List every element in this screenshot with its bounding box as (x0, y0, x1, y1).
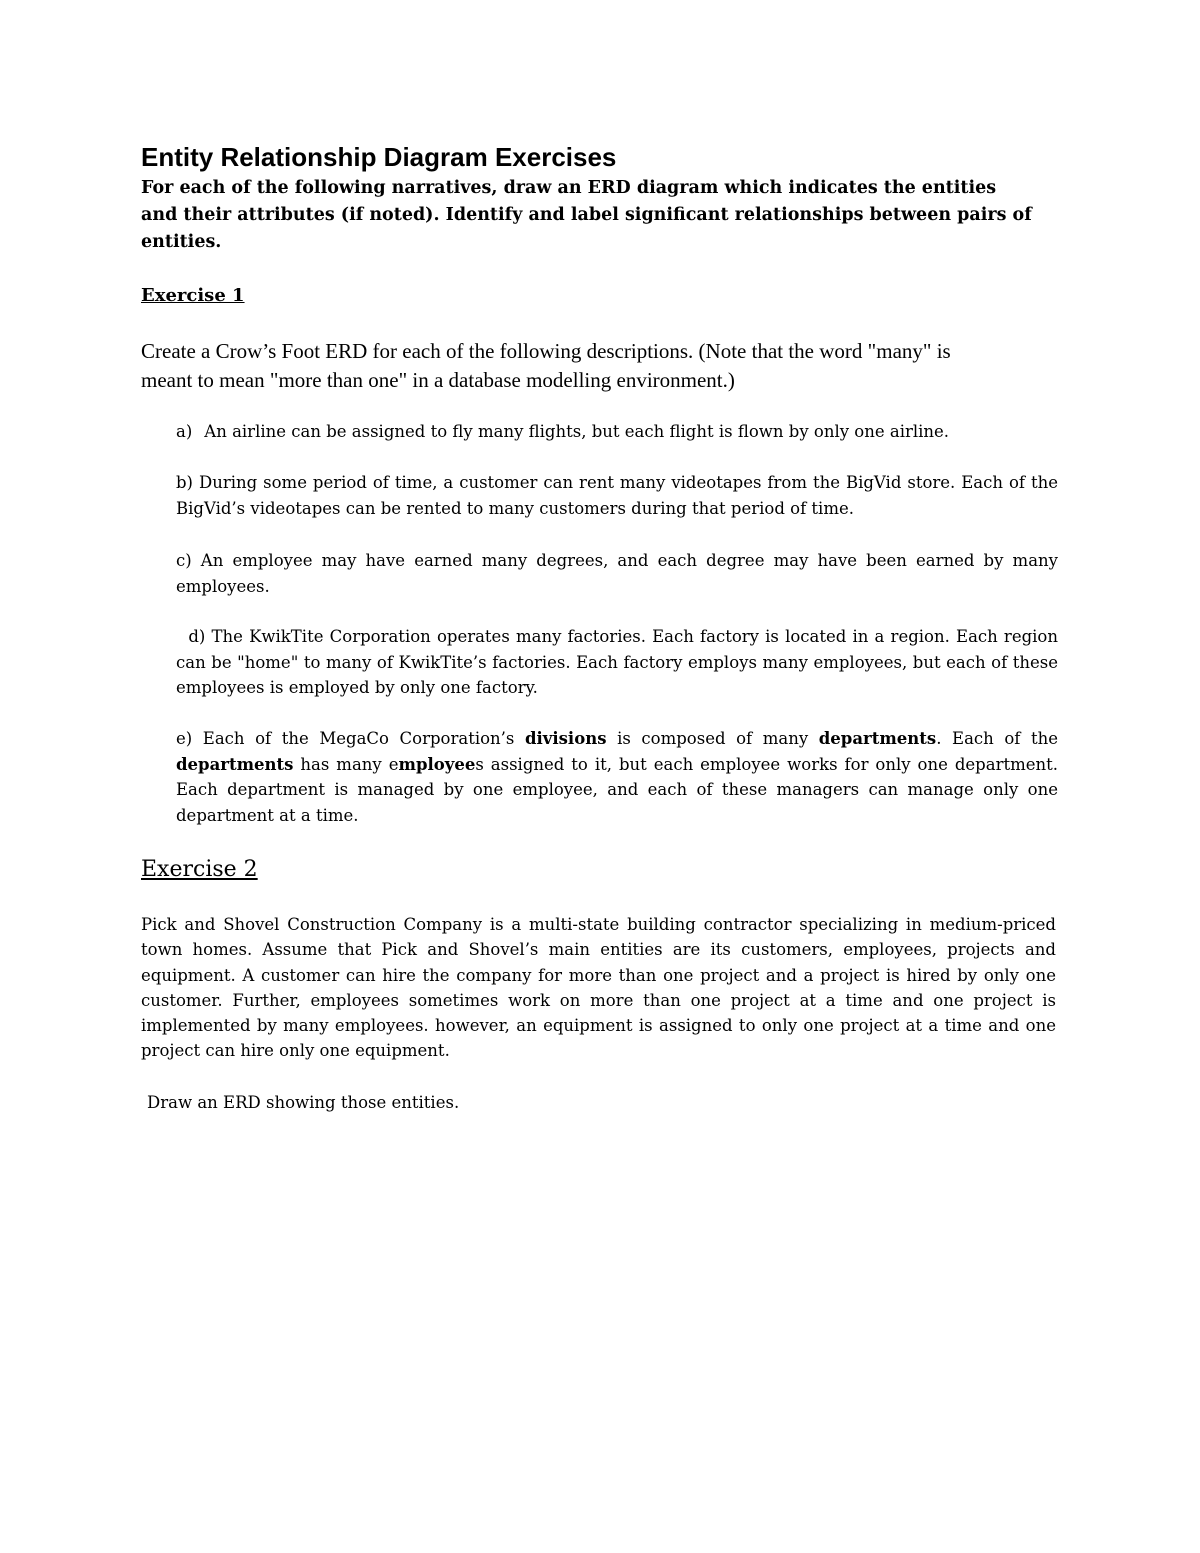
item-text-part: is composed of many (606, 729, 819, 748)
item-text-part: has many e (293, 754, 399, 774)
item-text-part: e) Each of the MegaCo Corporation’s (176, 729, 525, 748)
emphasis-employees: mployee (398, 754, 476, 774)
exercise-item-a (176, 419, 1058, 445)
emphasis-departments: departments (818, 729, 937, 748)
emphasis-divisions: divisions (524, 729, 607, 748)
exercise-item-d (176, 624, 1058, 701)
exercise-1-description (141, 337, 1061, 395)
exercise-2-task: Draw an ERD showing those entities. (147, 1093, 460, 1112)
emphasis-departments: departments (176, 754, 294, 774)
item-text: d) The KwikTite Corporation operates many factories. Each factory is located in a region. Each region can be "home" to many of KwikTite’s factories. Each factory employs many employees, but each of these employees is employed by only one factory. (176, 627, 1058, 697)
exercise-1-heading: Exercise 1 (141, 285, 245, 306)
exercise-item-b: b) During some period of time, a customer can rent many videotapes from the BigVid store. Each of the BigVid’s videotapes can be rented to many customers during that period of time. (176, 473, 1058, 518)
instructions-line: and their attributes (if noted). Identify and label significant relationships between pairs of (141, 205, 1032, 225)
description-line: meant to mean "more than one" in a database modelling environment.) (141, 368, 735, 392)
exercise-2-description: Pick and Shovel Construction Company is a multi-state building contractor specializing in medium-priced town homes. Assume that Pick and Shovel’s main entities are its customers, employees, projects and equipment. A customer can hire the company for more than one project and a project is hired by only one customer. Further, employees sometimes work on more than one project at a time and one project is implemented by many employees. however, an equipment is assigned to only one project at a time and one project can hire only one equipment. (141, 915, 1056, 1061)
document-title: Entity Relationship Diagram Exercises (141, 142, 617, 172)
instructions-line: For each of the following narratives, draw an ERD diagram which indicates the entities (141, 178, 997, 198)
item-label: a) (176, 422, 193, 441)
description-line: Create a Crow’s Foot ERD for each of the following descriptions. (Note that the word "many" is (141, 339, 951, 363)
instructions (141, 175, 1066, 256)
exercise-2-heading: Exercise 2 (141, 857, 258, 882)
item-text-part: . Each of the (936, 729, 1059, 748)
exercise-item-c: c) An employee may have earned many degrees, and each degree may have been earned by many employees. (176, 551, 1058, 596)
instructions-line: entities. (141, 232, 222, 252)
exercise-item-e (176, 726, 1058, 828)
item-text-part: s assigned to it, but each employee works for only one department. Each department is managed by one employee, and each of these managers can manage only one department at a time. (176, 754, 1058, 825)
item-text: An airline can be assigned to fly many flights, but each flight is flown by only one airline. (204, 422, 950, 441)
